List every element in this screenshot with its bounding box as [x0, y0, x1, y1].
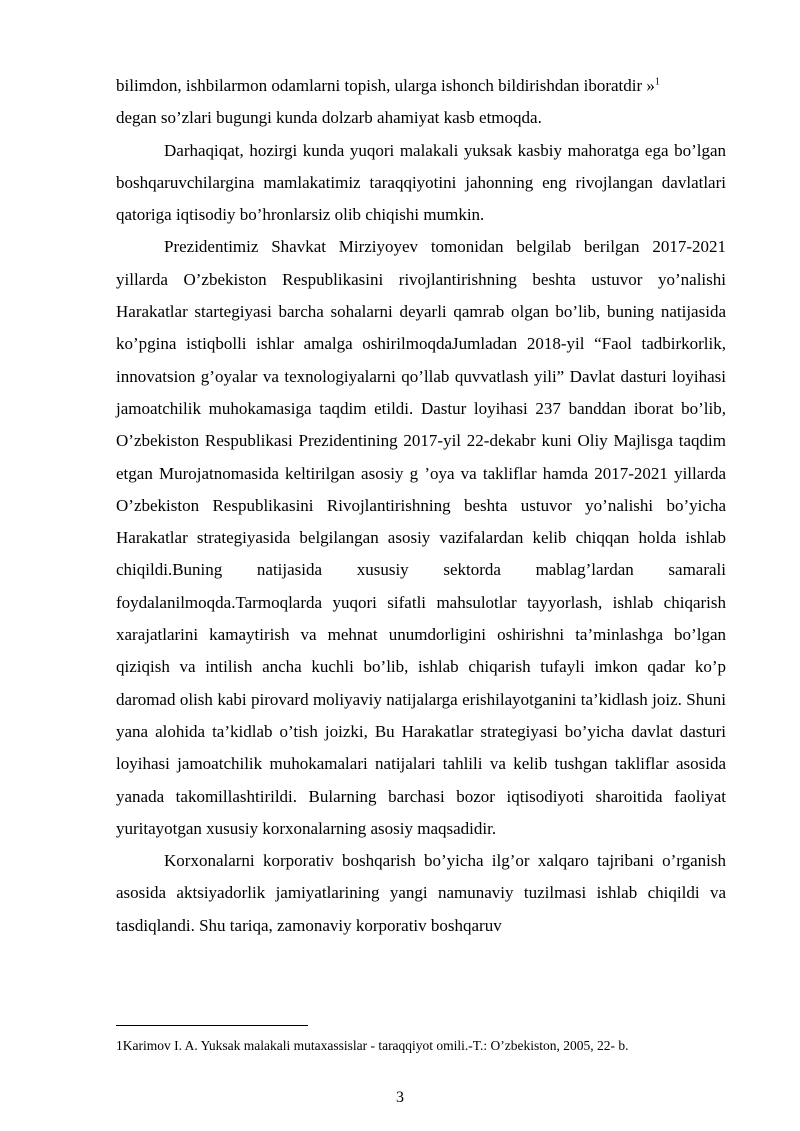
- footnote-divider: [116, 1025, 308, 1026]
- paragraph-1: [116, 70, 726, 135]
- body-text: [116, 70, 726, 942]
- paragraph-4: Korxonalarni korporativ boshqarish bo’yicha ilg’or xalqaro tajribani o’rganish asosida aktsiyadorlik jamiyatlarining yangi namunaviy tuzilmasi ishlab chiqildi va tasdiqlandi. Shu tariqa, zamonaviy korporativ boshqaruv: [116, 851, 726, 935]
- footnote: 1Karimov I. A. Yuksak malakali mutaxassislar - taraqqiyot omili.-T.: O’zbekiston, 2005, 22- b.: [116, 1038, 629, 1053]
- paragraph-1-continuation: degan so’zlari bugungi kunda dolzarb ahamiyat kasb etmoqda.: [116, 108, 542, 128]
- paragraph-1-text: bilimdon, ishbilarmon odamlarni topish, ularga ishonch bildirishdan iboratdir »: [116, 76, 655, 95]
- page-number: 3: [396, 1089, 404, 1106]
- paragraph-2: Darhaqiqat, hozirgi kunda yuqori malakali yuksak kasbiy mahoratga ega bo’lgan boshqaruvchilargina mamlakatimiz taraqqiyotini jahonning eng rivojlangan davlatlari qatoriga iqtisodiy bo’hronlarsiz olib chiqishi mumkin.: [116, 140, 726, 225]
- footnote-reference: 1: [654, 76, 660, 88]
- paragraph-3: Prezidentimiz Shavkat Mirziyoyev tomonidan belgilab berilgan 2017-2021 yillarda O’zbekiston Respublikasini rivojlantirishning beshta ustuvor yo’nalishi Harakatlar startegiyasi barcha sohalarni deyarli qamrab olgan bo’lib, buning natijasida ko’pgina istiqbolli ishlar amalga oshirilmoqdaJumladan 2018-yil “Faol tadbirkorlik, innovatsion g’oyalar va texnologiyalarni qo’llab quvvatlash yili” Davlat dasturi loyihasi jamoatchilik muhokamasiga taqdim etildi. Dastur loyihasi 237 banddan iborat bo’lib, O’zbekiston Respublikasi Prezidentining 2017-yil 22-dekabr kuni Oliy Majlisga taqdim etgan Murojatnomasida keltirilgan asosiy g ’oya va takliflar hamda 2017-2021 yillarda O’zbekiston Respublikasini Rivojlantirishning beshta ustuvor yo’nalishi bo’yicha Harakatlar strategiyasida belgilangan asosiy vazifalardan kelib chiqqan holda ishlab chiqildi.Buning natijasida xususiy sektorda mablag’lardan samarali foydalanilmoqda.Tarmoqlarda yuqori sifatli mahsulotlar tayyorlash, ishlab chiqarish xarajatlarini kamaytirish va mehnat unumdorligini oshirishni ta’minlashga bo’lgan qiziqish va intilish ancha kuchli bo’lib, ishlab chiqarish tufayli imkon qadar ko’p daromad olish kabi pirovard moliyaviy natijalarga erishilayotganini ta’kidlash joiz. Shuni yana alohida ta’kidlab o’tish joizki, Bu Harakatlar strategiyasi bo’yicha davlat dasturi loyihasi jamoatchilik muhokamalari natijalari tahlili va kelib tushgan takliflar asosida yanada takomillashtirildi. Bularning barchasi bozor iqtisodiyoti sharoitida faoliyat yuritayotgan xususiy korxonalarning asosiy maqsadidir.: [116, 237, 726, 838]
